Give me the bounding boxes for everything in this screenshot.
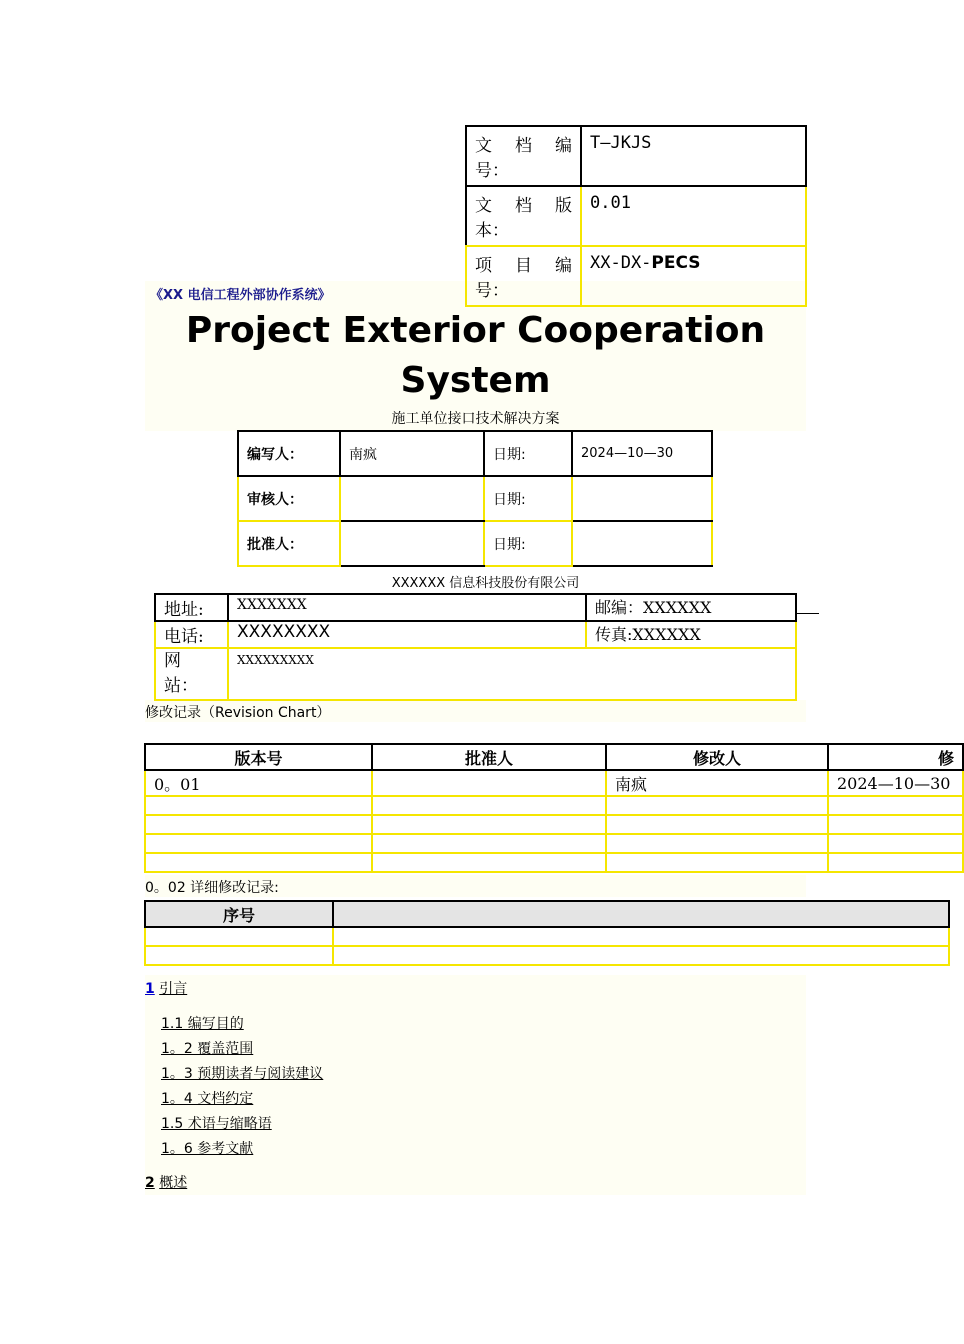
contact-row-address: 地址: XXXXXXX 邮编：XXXXXX (155, 594, 796, 621)
meta-label: 文 档 编 号： (466, 126, 581, 186)
detail-header-row: 序号 (145, 901, 949, 927)
signoff-row: 审核人： 日期: (238, 476, 712, 521)
chinese-subtitle: 《XX 电信工程外部协作系统》 (150, 288, 331, 303)
revision-row (145, 815, 963, 834)
revision-row (145, 834, 963, 853)
contact-row-phone: 电话: XXXXXXXX 传真:XXXXXX (155, 621, 796, 648)
toc-item-1-3[interactable]: 1。3 预期读者与阅读建议 (161, 1066, 324, 1082)
meta-value: T—JKJS (581, 126, 806, 186)
document-meta-table (465, 125, 807, 307)
toc-subsections (145, 1000, 323, 1162)
table-of-contents (145, 978, 323, 1192)
meta-row-doc-number (466, 126, 806, 186)
toc-item-1-6[interactable]: 1。6 参考文献 (161, 1141, 254, 1157)
toc-item-1-2[interactable]: 1。2 覆盖范围 (161, 1041, 254, 1057)
document-type: 施工单位接口技术解决方案 (391, 411, 560, 427)
document-title: Project Exterior Cooperation System (185, 310, 766, 401)
meta-label: 文 档 版 本： (466, 186, 581, 246)
toc-section-1-number[interactable]: 1 (145, 981, 155, 997)
detail-table (144, 900, 950, 966)
revision-row (145, 853, 963, 872)
company-name: XXXXXX 信息科技股份有限公司 (391, 576, 580, 591)
contact-table (154, 593, 797, 701)
meta-label: 项 目 编 号： (466, 246, 581, 306)
toc-section-2[interactable] (145, 1172, 323, 1192)
toc-item-1-1[interactable]: 1.1 编写目的 (161, 1016, 244, 1032)
detail-row (145, 927, 949, 946)
meta-value: XX-DX-PECS (581, 246, 806, 306)
toc-item-1-4[interactable]: 1。4 文档约定 (161, 1091, 254, 1107)
revision-row (145, 796, 963, 815)
meta-value: 0.01 (581, 186, 806, 246)
detail-row (145, 946, 949, 965)
toc-section-1-link[interactable]: 引言 (159, 981, 188, 997)
toc-item-1-5[interactable]: 1.5 术语与缩略语 (161, 1116, 272, 1132)
revision-heading: 修改记录（Revision Chart） (145, 705, 331, 721)
revision-row: 0。01 南疯 2024—10—30 (145, 770, 963, 796)
divider (797, 613, 819, 614)
meta-row-project-number (466, 246, 806, 306)
revision-header-row: 版本号 批准人 修改人 修 (145, 744, 963, 770)
toc-section-2-number[interactable]: 2 (145, 1175, 155, 1191)
toc-section-1[interactable] (145, 978, 323, 1000)
signoff-table (237, 430, 713, 567)
revision-table (144, 743, 964, 873)
signoff-row: 编写人： 南疯 日期: 2024—10—30 (238, 431, 712, 476)
signoff-row: 批准人： 日期: (238, 521, 712, 566)
contact-row-website: 网 站： XXXXXXXXX (155, 648, 796, 700)
toc-section-2-link[interactable]: 概述 (159, 1175, 188, 1191)
detail-heading: 0。02 详细修改记录: (145, 880, 279, 896)
meta-row-doc-version (466, 186, 806, 246)
